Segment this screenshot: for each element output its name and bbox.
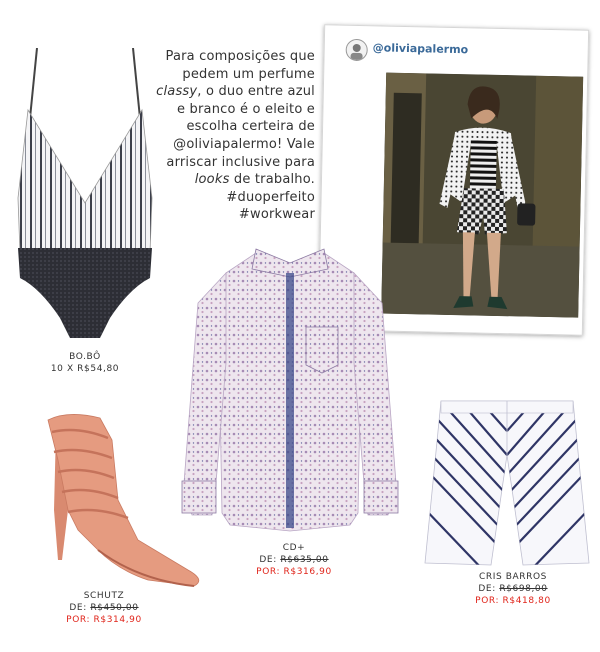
cris-old-prefix: DE: — [478, 584, 500, 594]
intro-line: @oliviapalermo! Vale — [173, 136, 315, 152]
street-style-photo — [381, 73, 583, 318]
schutz-brand: SCHUTZ — [83, 591, 125, 601]
bobo-label — [30, 351, 140, 375]
hashtag: #workwear — [238, 207, 315, 223]
schutz-label — [46, 590, 162, 626]
intro-line-rest: de trabalho. — [229, 172, 315, 188]
cris-label — [453, 571, 573, 607]
intro-line: pedem um perfume — [182, 66, 315, 82]
hashtag: #duoperfeito — [226, 189, 315, 205]
schutz-old-price-line — [46, 602, 162, 614]
intro-line: escolha certeira de — [186, 119, 315, 135]
schutz-old-prefix: DE: — [69, 603, 91, 613]
intro-line — [150, 171, 315, 189]
cris-brand: CRIS BARROS — [478, 572, 547, 582]
cd-old-price-line — [236, 554, 352, 566]
cd-new-price: POR: R$316,90 — [256, 567, 332, 577]
intro-line-rest: , o duo entre azul — [197, 84, 315, 100]
cd-label — [236, 542, 352, 578]
intro-line: e branco é o eleito e — [177, 101, 315, 117]
cd-old-prefix: DE: — [259, 555, 281, 565]
intro-emphasis: looks — [194, 172, 230, 188]
blouse-image[interactable] — [178, 243, 402, 548]
intro-line: arriscar inclusive para — [166, 154, 315, 170]
bobo-brand: BO.BÔ — [69, 352, 101, 362]
schutz-old-price: R$450,00 — [90, 603, 139, 613]
cris-old-price-line — [453, 583, 573, 595]
cris-old-price: R$698,00 — [499, 584, 548, 594]
instagram-handle[interactable]: @oliviapalermo — [372, 41, 469, 57]
intro-line — [150, 83, 315, 101]
shoe-image[interactable] — [38, 400, 210, 590]
bodysuit-image[interactable] — [0, 48, 170, 348]
intro-line: Para composições que — [165, 49, 315, 64]
schutz-new-price: POR: R$314,90 — [66, 615, 142, 625]
cris-new-price: POR: R$418,80 — [475, 596, 551, 606]
shorts-image[interactable] — [415, 395, 600, 570]
bobo-price: 10 X R$54,80 — [50, 364, 120, 374]
avatar[interactable] — [345, 39, 367, 61]
cd-brand: CD+ — [282, 543, 306, 553]
intro-text — [150, 48, 315, 224]
intro-emphasis: classy — [156, 84, 198, 100]
cd-old-price: R$635,00 — [280, 555, 329, 565]
